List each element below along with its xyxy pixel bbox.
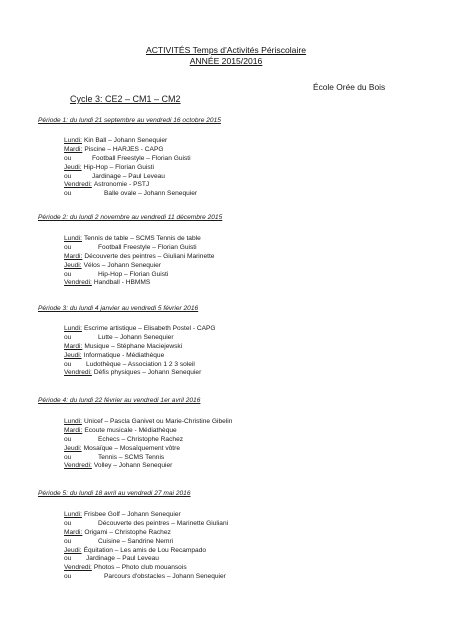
list-item — [64, 262, 214, 271]
or-label: ou — [64, 453, 72, 461]
day-label: Vendredi: — [64, 564, 92, 572]
day-label: Mardi: — [64, 426, 83, 434]
activity-text: Balle ovale – Johann Senequier — [104, 190, 198, 198]
day-label: Mardi: — [64, 252, 83, 260]
list-item — [64, 325, 216, 334]
activity-text: Piscine – HARJES - CAPG — [84, 145, 164, 153]
or-label: ou — [64, 270, 72, 278]
day-label: Jeudi: — [64, 546, 82, 554]
list-item — [64, 520, 228, 529]
or-label: ou — [64, 333, 72, 341]
list-item — [64, 253, 214, 262]
list-item — [64, 173, 197, 182]
period-5-list — [64, 511, 228, 582]
list-item — [64, 418, 232, 427]
day-label: Jeudi: — [64, 351, 82, 359]
period-1-list — [64, 137, 197, 199]
activity-text: Cuisine – Sandrine Nemri — [98, 537, 174, 545]
or-label: ou — [64, 555, 72, 563]
period-2-list — [64, 235, 214, 288]
activity-text: Astronomie - PSTJ — [93, 181, 150, 189]
activity-text: Origami – Christophe Rachez — [84, 528, 171, 536]
day-label: Mardi: — [64, 342, 83, 350]
activity-text: Mosaïque – Mosaïquement vôtre — [83, 444, 181, 452]
activity-text: Lutte – Johann Senequier — [98, 333, 174, 341]
activity-text: Volley – Johann Senequier — [93, 462, 173, 470]
period-4-list — [64, 418, 232, 471]
activity-text: Ludothèque – Association 1 2 3 soleil — [86, 360, 195, 368]
list-item — [64, 454, 232, 463]
or-label: ou — [64, 519, 72, 527]
day-label: Lundi: — [64, 235, 82, 242]
day-label: Vendredi: — [64, 181, 92, 189]
list-item — [64, 538, 228, 547]
day-label: Vendredi: — [64, 279, 92, 287]
day-label: Mardi: — [64, 528, 83, 536]
list-item — [64, 244, 214, 253]
period-4-title: Période 4: du lundi 22 février au vendredi 1er avril 2016 — [38, 397, 201, 404]
activity-text: Handball - HBMMS — [93, 279, 151, 287]
period-3-list — [64, 325, 216, 378]
activity-text: Football Freestyle – Florian Guisti — [98, 243, 197, 251]
or-label: ou — [64, 154, 72, 162]
activity-text: Découverte des peintres – Giuliani Marinette — [84, 252, 215, 260]
period-5-title: Période 5: du lundi 18 avril au vendredi 27 mai 2016 — [38, 490, 191, 497]
list-item — [64, 564, 228, 573]
activity-text: Défis physiques – Johann Senequier — [93, 369, 202, 377]
or-label: ou — [64, 573, 72, 581]
period-2-title: Période 2: du lundi 2 novembre au vendredi 11 décembre 2015 — [38, 214, 223, 221]
list-item — [64, 361, 216, 370]
activity-text: Musique – Stéphane Maciejewski — [84, 342, 183, 350]
or-label: ou — [64, 435, 72, 443]
list-item — [64, 573, 228, 582]
activity-text: Jardinage – Paul Leveau — [92, 172, 165, 180]
day-label: Jeudi: — [64, 163, 82, 171]
day-label: Lundi: — [64, 137, 82, 144]
document-title: ACTIVITÉS Temps d'Activités Périscolaire — [145, 45, 307, 55]
activity-text: Hip-Hop – Florian Guisti — [98, 270, 169, 278]
activity-text: Frisbee Golf – Johann Senequier — [83, 511, 181, 518]
or-label: ou — [64, 537, 72, 545]
activity-text: Football Freestyle – Florian Guisti — [92, 154, 191, 162]
activity-text: Echecs – Christophe Rachez — [98, 435, 184, 443]
list-item — [64, 462, 232, 471]
list-item — [64, 190, 197, 199]
list-item — [64, 436, 232, 445]
list-item — [64, 181, 197, 190]
list-item — [64, 529, 228, 538]
list-item — [64, 235, 214, 244]
day-label: Lundi: — [64, 418, 82, 425]
day-label: Jeudi: — [64, 261, 82, 269]
activity-text: Tennis – SCMS Tennis — [98, 453, 165, 461]
list-item — [64, 155, 197, 164]
list-item — [64, 369, 216, 378]
activity-text: Photos – Photo club mouansois — [93, 564, 187, 572]
list-item — [64, 555, 228, 564]
list-item — [64, 547, 228, 556]
day-label: Mardi: — [64, 145, 83, 153]
activity-text: Hip-Hop – Florian Guisti — [83, 163, 154, 171]
activity-text: Jardinage – Paul Leveau — [86, 555, 159, 563]
activity-text: Ecoute musicale - Médiathèque — [84, 426, 177, 434]
period-3-title: Période 3: du lundi 4 janvier au vendredi 5 février 2016 — [38, 305, 199, 312]
day-label: Jeudi: — [64, 444, 82, 452]
list-item — [64, 334, 216, 343]
activity-text: Escrime artistique – Elisabeth Postel - CAPG — [83, 325, 216, 332]
activity-text: Équitation – Les amis de Lou Recampado — [83, 546, 207, 554]
list-item — [64, 352, 216, 361]
activity-text: Vélos – Johann Senequier — [83, 261, 161, 269]
list-item — [64, 146, 197, 155]
activity-text: Unicef – Pascla Ganivet ou Marie-Christine Gibelin — [83, 418, 233, 425]
activity-text: Kin Ball – Johann Senequier — [83, 137, 168, 144]
list-item — [64, 164, 197, 173]
or-label: ou — [64, 360, 72, 368]
cycle-heading: Cycle 3: CE2 – CM1 – CM2 — [70, 94, 181, 104]
list-item — [64, 445, 232, 454]
activity-text: Informatique - Médiathèque — [83, 351, 165, 359]
list-item — [64, 343, 216, 352]
list-item — [64, 511, 228, 520]
list-item — [64, 271, 214, 280]
activity-text: Découverte des peintres – Marinette Giuliani — [98, 519, 229, 527]
list-item — [64, 137, 197, 146]
document-year: ANNÉE 2015/2016 — [189, 56, 263, 66]
or-label: ou — [64, 190, 72, 198]
activity-text: Parcours d'obstacles – Johann Senequier — [104, 573, 226, 581]
day-label: Vendredi: — [64, 369, 92, 377]
or-label: ou — [64, 172, 72, 180]
or-label: ou — [64, 243, 72, 251]
day-label: Lundi: — [64, 325, 82, 332]
day-label: Vendredi: — [64, 462, 92, 470]
school-name: École Orée du Bois — [313, 82, 386, 92]
day-label: Lundi: — [64, 511, 82, 518]
period-1-title: Période 1: du lundi 21 septembre au vendredi 16 octobre 2015 — [38, 117, 221, 124]
list-item — [64, 427, 232, 436]
list-item — [64, 279, 214, 288]
activity-text: Tennis de table – SCMS Tennis de table — [83, 235, 201, 242]
